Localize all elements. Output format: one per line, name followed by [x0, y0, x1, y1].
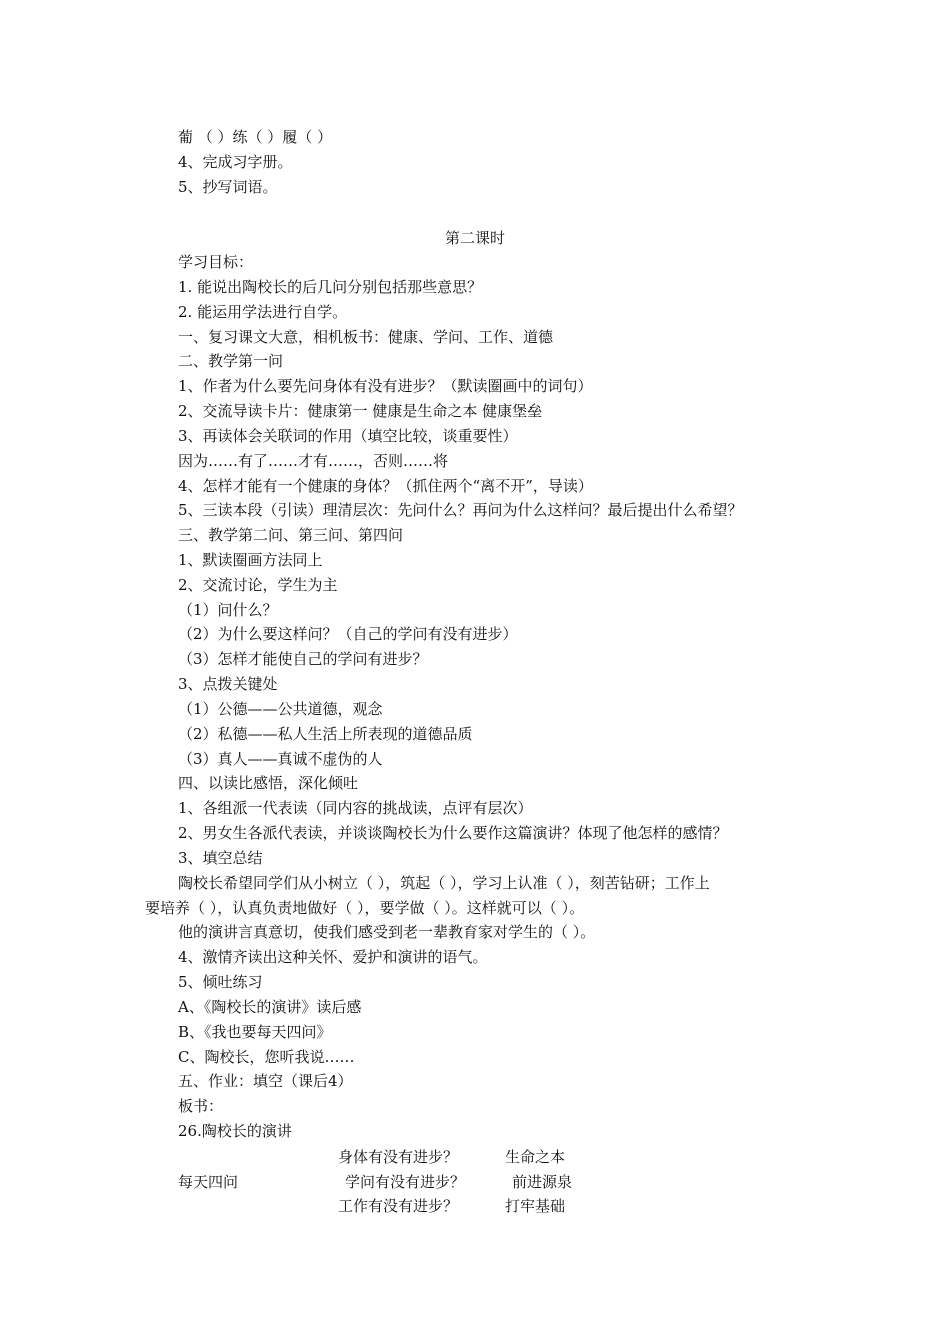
text-line: （2）为什么要这样问？（自己的学问有没有进步） [178, 625, 518, 643]
text-line: 3、填空总结 [178, 849, 263, 867]
text-line: （1）公德——公共道德，观念 [178, 700, 383, 718]
text-line: 因为……有了……才有……，否则……将 [178, 452, 449, 470]
text-line: （2）私德——私人生活上所表现的道德品质 [178, 725, 473, 743]
text-line: 2、交流讨论，学生为主 [178, 576, 338, 594]
text-line: 5、倾吐练习 [178, 973, 263, 991]
text-line: 26.陶校长的演讲 [178, 1122, 292, 1140]
text-line: 四、以读比感悟，深化倾吐 [178, 774, 359, 792]
text-line: （1）问什么？ [178, 601, 278, 619]
text-line: 2. 能运用学法进行自学。 [178, 303, 348, 321]
board-note: 前进源泉 [512, 1173, 573, 1191]
text-line: 他的演讲言真意切，使我们感受到老一辈教育家对学生的（ ）。 [178, 923, 596, 941]
board-left-label: 每天四问 [178, 1173, 239, 1191]
text-line: 1. 能说出陶校长的后几问分别包括那些意思？ [178, 278, 483, 296]
section-title: 第二课时 [444, 229, 505, 247]
text-line: 要培养（ ），认真负责地做好（ ），要学做（ ）。这样就可以（ ）。 [145, 899, 585, 917]
board-note: 生命之本 [505, 1148, 566, 1166]
text-line: 葡 （ ）练（ ）履（ ） [178, 128, 333, 146]
text-line: 一、复习课文大意，相机板书：健康、学问、工作、道德 [178, 328, 554, 346]
board-question: 学问有没有进步？ [345, 1173, 466, 1191]
text-line: 1、作者为什么要先问身体有没有进步？（默读圈画中的词句） [178, 377, 593, 395]
text-line: 2、交流导读卡片：健康第一 健康是生命之本 健康堡垒 [178, 402, 543, 420]
text-line: 二、教学第一问 [178, 352, 284, 370]
board-question: 身体有没有进步？ [338, 1148, 459, 1166]
text-line: B、《我也要每天四问》 [178, 1023, 332, 1041]
text-line: 陶校长希望同学们从小树立（ ），筑起（ ），学习上认准（ ），刻苦钻研；工作上 [178, 874, 710, 892]
text-line: 5、抄写词语。 [178, 178, 278, 196]
text-line: 1、默读圈画方法同上 [178, 551, 323, 569]
board-question: 工作有没有进步？ [338, 1197, 459, 1215]
text-line: 4、完成习字册。 [178, 153, 293, 171]
text-line: 3、再读体会关联词的作用（填空比较，谈重要性） [178, 427, 518, 445]
text-line: 2、男女生各派代表读，并谈谈陶校长为什么要作这篇演讲？体现了他怎样的感情？ [178, 824, 728, 842]
text-line: （3）真人——真诚不虚伪的人 [178, 750, 383, 768]
text-line: 3、点拨关键处 [178, 675, 278, 693]
text-line: 三、教学第二问、第三问、第四问 [178, 526, 404, 544]
text-line: 4、怎样才能有一个健康的身体？（抓住两个“离不开”，导读） [178, 477, 593, 495]
text-line: 板书： [178, 1097, 224, 1115]
board-note: 打牢基础 [505, 1197, 566, 1215]
text-line: 五、作业：填空（课后4） [178, 1072, 353, 1090]
text-line: 学习目标： [178, 253, 254, 271]
text-line: 4、激情齐读出这种关怀、爱护和演讲的语气。 [178, 948, 488, 966]
text-line: 5、三读本段（引读）理清层次：先问什么？再问为什么这样问？最后提出什么希望？ [178, 501, 743, 519]
text-line: A、《陶校长的演讲》读后感 [178, 998, 362, 1016]
text-line: 1、各组派一代表读（同内容的挑战读，点评有层次） [178, 799, 533, 817]
text-line: C、陶校长，您听我说…… [178, 1048, 355, 1066]
text-line: （3）怎样才能使自己的学问有进步？ [178, 650, 428, 668]
